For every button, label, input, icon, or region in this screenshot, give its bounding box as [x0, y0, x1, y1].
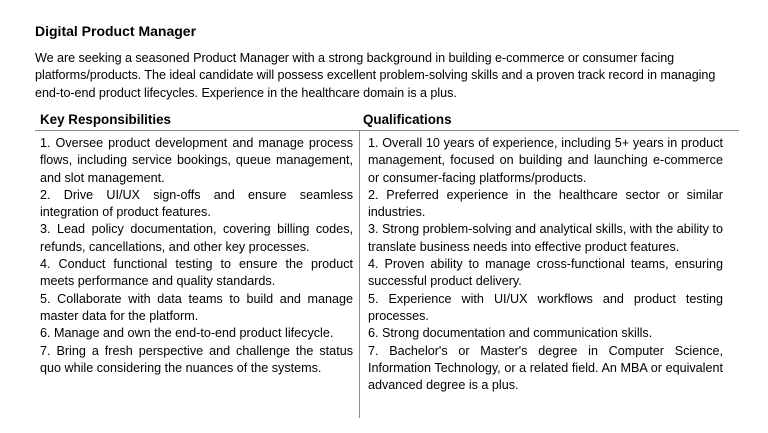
requirements-table: [35, 110, 739, 418]
qualification-item: 2. Preferred experience in the healthcare sector or similar industries.: [368, 187, 723, 220]
responsibilities-heading: Key Responsibilities: [40, 112, 171, 127]
qualification-item: 4. Proven ability to manage cross-functional teams, ensuring successful product delivery.: [368, 257, 723, 289]
qualification-item: 6. Strong documentation and communication skills.: [368, 326, 653, 341]
responsibilities-list: [40, 135, 353, 377]
qualification-item: 5. Experience with UI/UX workflows and product testing processes.: [368, 291, 723, 323]
responsibility-item: 2. Drive UI/UX sign-offs and ensure seamless integration of product features.: [40, 187, 353, 220]
responsibility-item: 6. Manage and own the end-to-end product lifecycle.: [40, 326, 334, 341]
table-header-row: [35, 110, 739, 131]
responsibility-item: 3. Lead policy documentation, covering billing codes, refunds, cancellations, and other key processes.: [40, 222, 353, 254]
column-divider: [359, 130, 360, 418]
responsibility-item: 7. Bring a fresh perspective and challenge the status quo while considering the nuances of the systems.: [40, 343, 353, 375]
qualification-item: 3. Strong problem-solving and analytical skills, with the ability to translate business needs into effective product features.: [368, 222, 723, 254]
job-title: Digital Product Manager: [35, 23, 197, 39]
qualifications-heading: Qualifications: [363, 112, 452, 127]
qualification-item: 7. Bachelor's or Master's degree in Computer Science, Information Technology, or a related field. An MBA or equivalent advanced degree is a plus.: [368, 343, 723, 393]
responsibility-item: 4. Conduct functional testing to ensure the product meets performance and quality standards.: [40, 257, 353, 289]
qualifications-list: [368, 135, 723, 394]
responsibility-item: 1. Oversee product development and manage process flows, including service bookings, queue management, and slot management.: [40, 136, 353, 185]
document: [35, 22, 739, 102]
responsibility-item: 5. Collaborate with data teams to build and manage master data for the platform.: [40, 291, 353, 323]
job-intro: We are seeking a seasoned Product Manager with a strong background in building e-commerce or consumer facing platforms/products. The ideal candidate will possess excellent problem-solving skills and a proven track record in managing end-to-end product lifecycles. Experience in the healthcare domain is a plus.: [35, 51, 716, 100]
qualification-item: 1. Overall 10 years of experience, including 5+ years in product management, focused on building and launching e-commerce or consumer-facing platforms/products.: [368, 136, 723, 185]
